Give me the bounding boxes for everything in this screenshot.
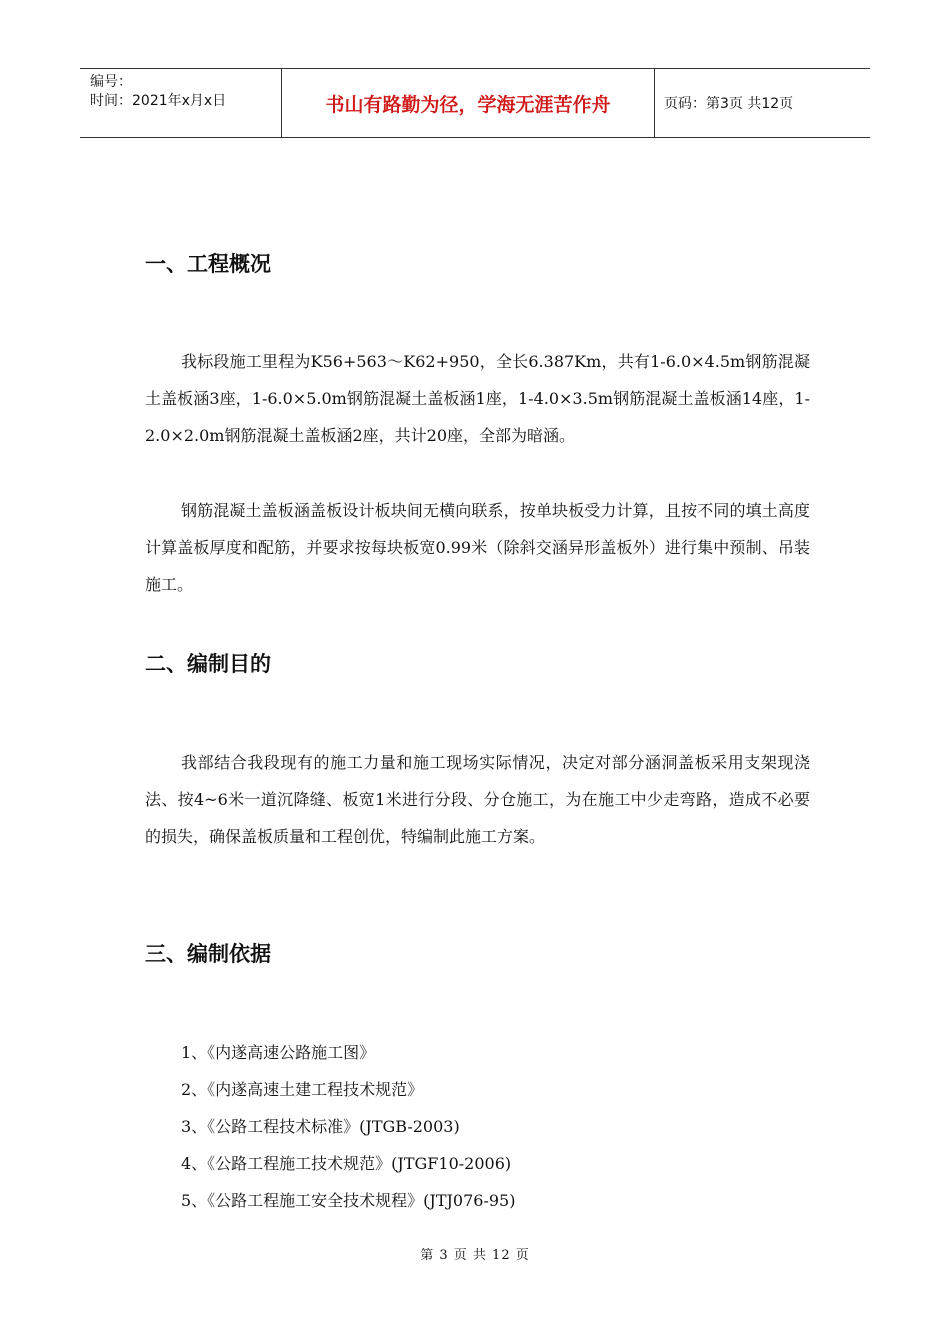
list-item: 3、《公路工程技术标准》(JTGB-2003) [181,1117,460,1136]
page-footer: 第 3 页 共 12 页 [420,1248,530,1263]
section-title-overview: 一、工程概况 [145,252,271,276]
paragraph-overview-1: 我标段施工里程为K56+563～K62+950，全长6.387Km，共有1-6.0×4.5m钢筋混凝土盖板涵3座，1-6.0×5.0m钢筋混凝土盖板涵1座，1-4.0×3.5m钢筋混凝土盖板涵14座，1-2.0×2.0m钢筋混凝土盖板涵2座，共计20座，全部为暗涵。 [145,352,810,445]
list-item: 4、《公路工程施工技术规范》(JTGF10-2006) [181,1154,512,1173]
header-divider [654,69,655,137]
section-title-basis: 三、编制依据 [145,942,271,966]
document-number-label: 编号： [90,74,132,90]
section-title-purpose: 二、编制目的 [145,652,271,676]
page-header [80,68,870,138]
header-page-info: 页码：第3页 共12页 [664,96,794,112]
list-item: 1、《内遂高速公路施工图》 [181,1043,376,1062]
list-item: 5、《公路工程施工安全技术规程》(JTJ076-95) [181,1191,516,1210]
header-motto: 书山有路勤为径，学海无涯苦作舟 [325,93,611,116]
reference-list [181,1034,515,1219]
paragraph-purpose: 我部结合我段现有的施工力量和施工现场实际情况，决定对部分涵洞盖板采用支架现浇法、按4~6米一道沉降缝、板宽1米进行分段、分仓施工，为在施工中少走弯路，造成不必要的损失，确保盖板质量和工程创优，特编制此施工方案。 [145,753,810,846]
list-item: 2、《内遂高速土建工程技术规范》 [181,1080,424,1099]
paragraph-overview-2: 钢筋混凝土盖板涵盖板设计板块间无横向联系，按单块板受力计算，且按不同的填土高度计算盖板厚度和配筋，并要求按每块板宽0.99米（除斜交涵异形盖板外）进行集中预制、吊装施工。 [145,501,810,594]
header-meta [90,73,280,111]
document-date-label: 时间：2021年x月x日 [90,93,227,109]
